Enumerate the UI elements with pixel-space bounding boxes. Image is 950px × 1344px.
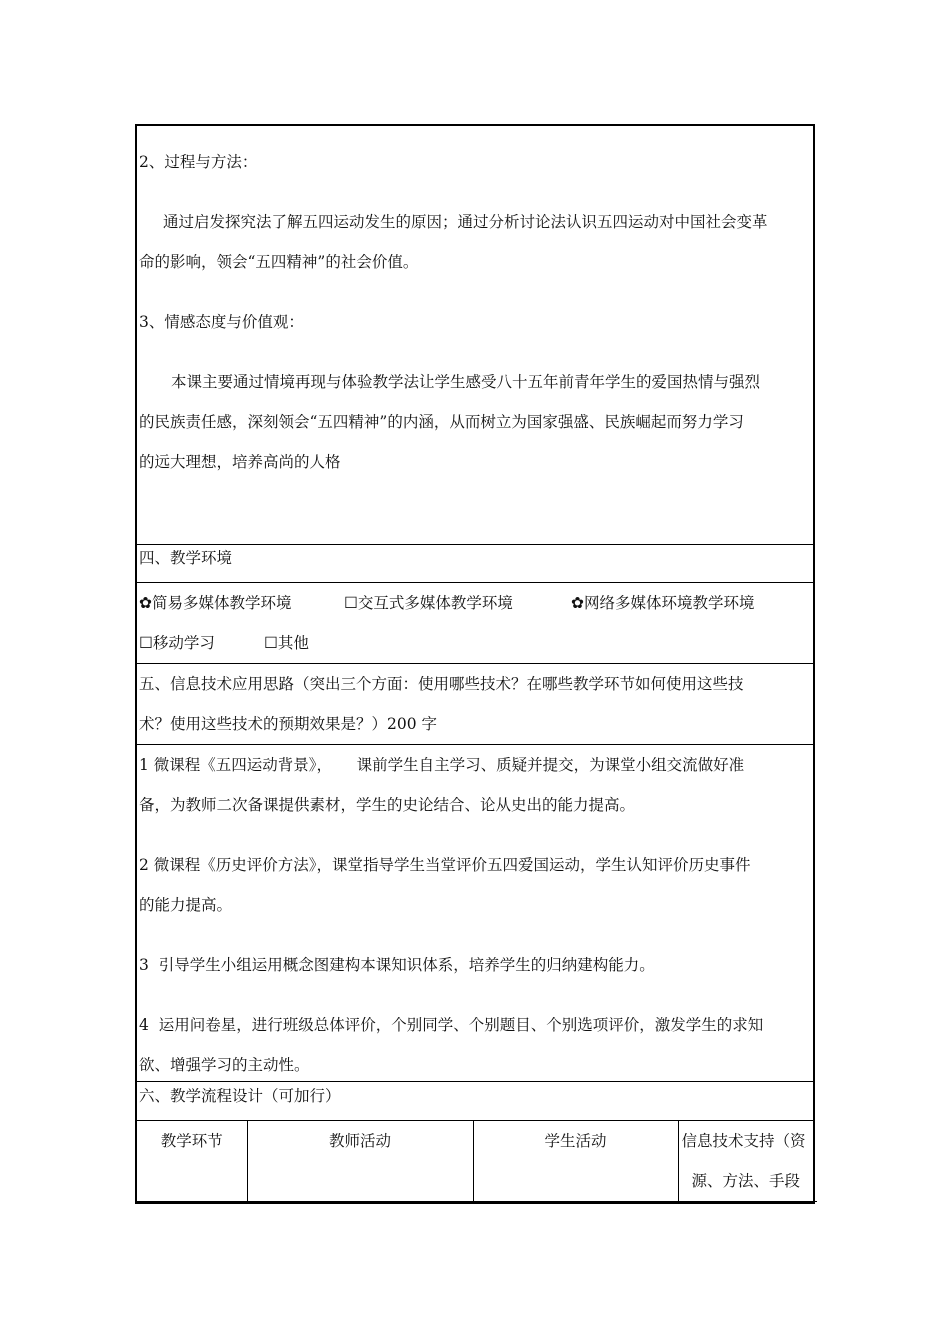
flow-table <box>137 1121 817 1202</box>
environment-heading-row <box>137 545 813 583</box>
objectives-section <box>137 126 813 545</box>
process-text-line-2: 命的影响，领会“五四精神”的社会价值。 <box>139 253 419 271</box>
env-option-interactive[interactable]: ☐交互式多媒体教学环境 <box>344 583 571 623</box>
env-option-mobile[interactable]: ☐移动学习 <box>139 623 264 663</box>
flow-col-teacher: 教师活动 <box>247 1121 473 1202</box>
env-option-other[interactable]: ☐其他 <box>264 623 309 663</box>
emotion-text-line-2: 的民族责任感，深刻领会“五四精神”的内涵，从而树立为国家强盛、民族崛起而努力学习 <box>139 413 744 431</box>
it-item-3-line-1: 3 引导学生小组运用概念图建构本课知识体系，培养学生的归纳建构能力。 <box>139 956 655 974</box>
it-item-4-line-2: 欲、增强学习的主动性。 <box>139 1056 310 1074</box>
process-text-line-1: 通过启发探究法了解五四运动发生的原因；通过分析讨论法认识五四运动对中国社会变革 <box>163 213 768 231</box>
emotion-heading: 3、情感态度与价值观： <box>139 313 304 331</box>
flow-table-row <box>137 1121 813 1204</box>
flow-col-student: 学生活动 <box>473 1121 678 1202</box>
it-item-2-line-2: 的能力提高。 <box>139 896 233 914</box>
it-plan-heading-line-2: 术？使用这些技术的预期效果是？）200 字 <box>139 715 438 733</box>
checkbox-icon: ☐ <box>139 634 153 652</box>
checkbox-icon: ☐ <box>264 634 278 652</box>
env-option-simple[interactable]: ✿简易多媒体教学环境 <box>139 583 344 623</box>
env-option-network[interactable]: ✿网络多媒体环境教学环境 <box>571 583 755 623</box>
it-plan-heading-row <box>137 664 813 745</box>
flow-heading: 六、教学流程设计（可加行） <box>139 1087 341 1105</box>
emotion-text-line-1: 本课主要通过情境再现与体验教学法让学生感受八十五年前青年学生的爱国热情与强烈 <box>171 373 761 391</box>
environment-heading: 四、教学环境 <box>139 549 233 567</box>
checkbox-icon: ☐ <box>344 594 358 612</box>
flower-mark-icon: ✿ <box>571 594 584 612</box>
flow-col-it-support: 信息技术支持（资 源、方法、手段 <box>678 1121 817 1202</box>
it-item-1-line-2: 备，为教师二次备课提供素材，学生的史论结合、论从史出的能力提高。 <box>139 796 636 814</box>
it-plan-heading-line-1: 五、信息技术应用思路（突出三个方面：使用哪些技术？在哪些教学环节如何使用这些技 <box>139 675 744 693</box>
environment-options-row <box>137 583 813 664</box>
flow-heading-row <box>137 1082 813 1121</box>
it-plan-content-row <box>137 745 813 1082</box>
emotion-text-line-3: 的远大理想，培养高尚的人格 <box>139 453 341 471</box>
form-table <box>135 124 815 1204</box>
flow-col-stage: 教学环节 <box>137 1121 247 1202</box>
it-item-1-line-1: 1 微课程《五四运动背景》， 课前学生自主学习、质疑并提交，为课堂小组交流做好准 <box>139 756 745 774</box>
lesson-plan-form <box>135 124 815 1204</box>
it-item-2-line-1: 2 微课程《历史评价方法》，课堂指导学生当堂评价五四爱国运动，学生认知评价历史事件 <box>139 856 751 874</box>
flower-mark-icon: ✿ <box>139 594 152 612</box>
process-heading: 2、过程与方法： <box>139 153 258 171</box>
it-item-4-line-1: 4 运用问卷星，进行班级总体评价，个别同学、个别题目、个别选项评价，激发学生的求知 <box>139 1016 764 1034</box>
